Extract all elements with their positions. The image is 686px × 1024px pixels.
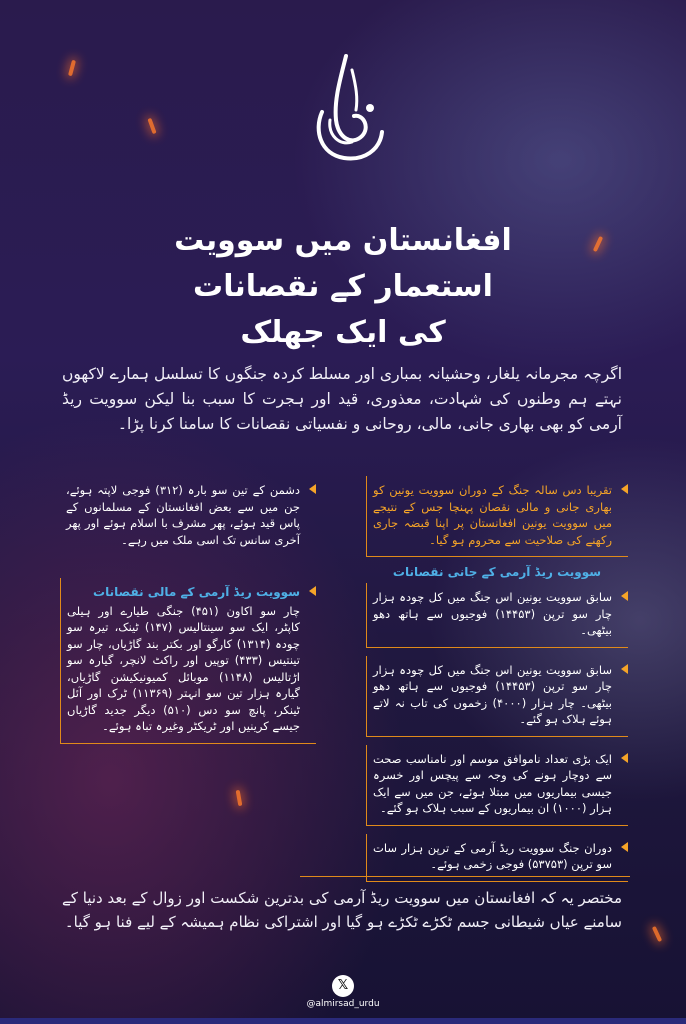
- section-heading-financial: سوویت ریڈ آرمی کے مالی نقصانات: [93, 585, 300, 599]
- arrow-bullet-icon: [621, 753, 628, 763]
- list-item: [366, 583, 628, 648]
- bottom-bar: [0, 1018, 686, 1024]
- list-item: [366, 656, 628, 737]
- ember-spark: [652, 926, 662, 942]
- arrow-bullet-icon: [621, 664, 628, 674]
- arrow-bullet-icon: [621, 484, 628, 494]
- title-line: استعمار کے نقصانات: [193, 269, 493, 304]
- social-handle[interactable]: @almirsad_urdu: [306, 999, 380, 1009]
- ember-spark: [593, 236, 603, 252]
- poster-title: [110, 218, 576, 356]
- item-text: سابق سوویت یونین اس جنگ میں کل چودہ ہزار چار سو ترپن (۱۴۴۵۳) فوجیوں سے ہاتھ دھو بیٹھی۔ چار ہزار (۴۰۰۰) زخموں کی تاب نہ لاتے ہوئے ہلاک ہو گئے۔: [373, 662, 612, 726]
- divider: [300, 876, 630, 877]
- ember-spark: [68, 60, 76, 76]
- ember-spark: [236, 790, 243, 806]
- title-line: افغانستان میں سوویت: [174, 223, 512, 258]
- almirsad-logo-icon: [300, 50, 392, 170]
- list-item: [366, 834, 628, 882]
- intro-paragraph: اگرچہ مجرمانہ یلغار، وحشیانہ بمباری اور مسلط کردہ جنگوں کا تسلسل ہمارے لاکھوں نہتے ہم وطنوں کی شہادت، معذوری، قید اور ہجرت کا سبب بنا لیکن سوویت ریڈ آرمی کو بھی بھاری جانی، مالی، روحانی و نفسیاتی نقصانات کا سامنا کرنا پڑا۔: [62, 365, 622, 433]
- x-logo-icon[interactable]: 𝕏: [332, 975, 354, 997]
- item-text: دشمن کے تین سو بارہ (۳۱۲) فوجی لاپتہ ہوئے، جن میں سے بعض افغانستان کے مسلمانوں کے پاس قید ہوئے، پھر مشرف با اسلام ہوئے اور پھر آخری سانس تک اسی ملک میں رہے۔: [66, 483, 301, 547]
- arrow-bullet-icon: [309, 484, 316, 494]
- section-heading-casualties: سوویت ریڈ آرمی کے جانی نقصانات: [392, 565, 602, 579]
- item-text: سابق سوویت یونین اس جنگ میں کل چودہ ہزار چار سو ترپن (۱۴۴۵۳) فوجیوں سے ہاتھ دھو بیٹھی۔: [373, 590, 612, 637]
- conclusion-paragraph: مختصر یہ کہ افغانستان میں سوویت ریڈ آرمی کی بدترین شکست اور زوال کے بعد دنیا کے سامنے عیاں شیطانی جسم ٹکڑے ٹکڑے ہو گیا اور اشتراکی نظام ہمیشہ کے لیے فنا ہو گیا۔: [62, 889, 622, 931]
- item-text: تقریبا دس سالہ جنگ کے دوران سوویت یونین کو بھاری جانی و مالی نقصان پہنچا جس کے نتیجے میں سوویت یونین افغانستان پر اپنا قبضہ جاری رکھنے کی صلاحیت سے محروم ہو گیا۔: [373, 483, 612, 547]
- arrow-bullet-icon: [309, 586, 316, 596]
- list-item: [60, 476, 316, 556]
- list-item: [366, 745, 628, 826]
- item-text: ایک بڑی تعداد ناموافق موسم اور نامناسب صحت سے دوچار ہونے کی وجہ سے پیچس اور خسرہ جیسی بیماریوں میں مبتلا ہوئے، جن میں سے ایک ہزار (۱۰۰۰) ان بیماریوں کے سبب ہلاک ہو گئے۔: [373, 751, 612, 815]
- right-column: [366, 476, 628, 890]
- item-text: دوران جنگ سوویت ریڈ آرمی کے ترپن ہزار سات سو ترپن (۵۳۷۵۳) فوجی زخمی ہوئے۔: [373, 840, 612, 871]
- list-item: [60, 578, 316, 744]
- item-text: چار سو اکاون (۴۵۱) جنگی طیارے اور ہیلی کاپٹر، ایک سو سینتالیس (۱۴۷) ٹینک، تیرہ سو چودہ (۱۳۱۴) کارگو اور بکتر بند گاڑیاں، چار سو تینتیس (۴۳۳) توپیں اور راکٹ لانچر، گیارہ سو اڑتالیس (۱۱۴۸) موبائل کمیونیکیشن گاڑیاں، گیارہ ہزار تین سو انہتر (۱۱۳۶۹) ٹرک اور آئل ٹینکر، پانچ سو دس (۵۱۰) دیگر جدید گاڑیاں جیسے کرینیں اور ٹریکٹر وغیرہ تباہ ہوئے۔: [67, 603, 300, 733]
- left-column: [60, 476, 316, 752]
- title-line: کی ایک جھلک: [240, 315, 446, 350]
- ember-spark: [147, 118, 156, 134]
- list-item: [366, 476, 628, 557]
- arrow-bullet-icon: [621, 842, 628, 852]
- arrow-bullet-icon: [621, 591, 628, 601]
